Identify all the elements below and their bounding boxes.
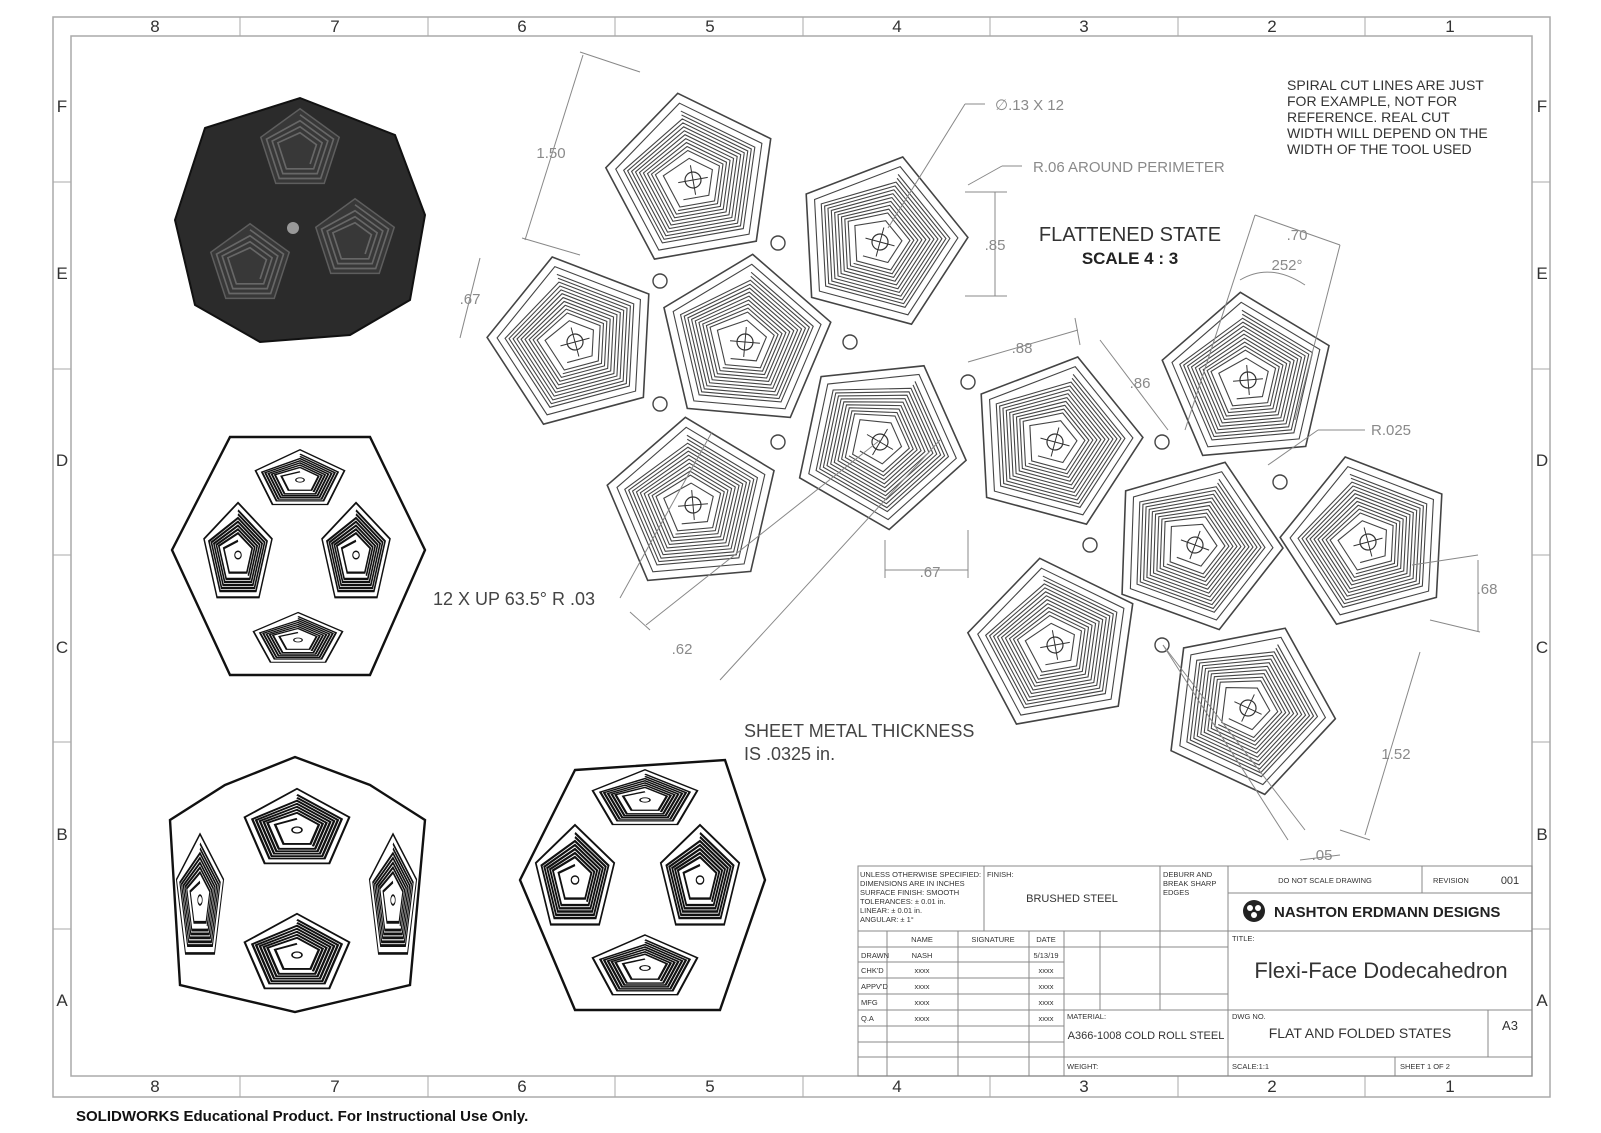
tolerance-line: LINEAR: ± 0.01 in. <box>860 906 923 915</box>
dwg-number: FLAT AND FOLDED STATES <box>1268 1025 1452 1041</box>
dim-0-67-lower: .67 <box>919 564 941 581</box>
role-cell: MFG <box>861 998 878 1007</box>
dim-0-85: .85 <box>984 237 1006 254</box>
zone-row-right: C <box>1535 638 1549 657</box>
thickness-note-line1: SHEET METAL THICKNESS <box>744 721 975 741</box>
dim-1-50: 1.50 <box>536 145 566 162</box>
zone-col-bottom: 5 <box>705 1077 715 1096</box>
zone-row-right: B <box>1536 825 1548 844</box>
date-cell: xxxx <box>1038 966 1054 975</box>
flattened-state-scale: SCALE 4 : 3 <box>1081 249 1179 268</box>
note-line: WIDTH WILL DEPEND ON THE <box>1287 125 1488 141</box>
dim-perimeter-radius: R.06 AROUND PERIMETER <box>1033 159 1225 176</box>
role-cell: APPV'D <box>861 982 888 991</box>
revision-value: 001 <box>1500 875 1520 887</box>
header-name: NAME <box>911 935 933 944</box>
deburr-line: EDGES <box>1163 888 1190 897</box>
date-cell: xxxx <box>1038 998 1054 1007</box>
shaded-dodecahedron-view <box>175 98 425 342</box>
zone-row-left: B <box>56 825 68 844</box>
role-cell: Q.A <box>861 1014 874 1023</box>
company-name: NASHTON ERDMANN DESIGNS <box>1274 904 1501 921</box>
note-line: REFERENCE. REAL CUT <box>1287 109 1450 125</box>
revision-label: REVISION <box>1433 876 1469 885</box>
zone-col-bottom: 7 <box>330 1077 340 1096</box>
front-folded-view <box>172 437 425 675</box>
flattened-pattern <box>471 79 1467 808</box>
thickness-note-line2: IS .0325 in. <box>744 744 836 764</box>
note-line: SPIRAL CUT LINES ARE JUST <box>1287 77 1484 93</box>
sheet-size: A3 <box>1502 1018 1518 1033</box>
flattened-state-title: FLATTENED STATE <box>1038 224 1222 246</box>
zone-col-bottom: 4 <box>892 1077 902 1096</box>
zone-col-top: 7 <box>330 17 340 36</box>
zone-row-right: F <box>1536 97 1548 116</box>
spiral-note <box>1287 77 1488 157</box>
zone-col-top: 5 <box>705 17 715 36</box>
zone-row-left: A <box>56 991 68 1010</box>
material-label: MATERIAL: <box>1067 1012 1107 1021</box>
title-label: TITLE: <box>1232 934 1255 943</box>
dim-0-62: .62 <box>671 641 693 658</box>
bend-callout: 12 X UP 63.5° R .03 <box>433 589 595 609</box>
deburr-line: BREAK SHARP <box>1163 879 1217 888</box>
lower-left-folded-view <box>170 757 425 1012</box>
role-cell: DRAWN <box>861 951 890 960</box>
dim-angle: 252° <box>1271 257 1303 274</box>
name-cell: xxxx <box>914 966 930 975</box>
tolerance-line: SURFACE FINISH: SMOOTH <box>860 888 960 897</box>
dim-hole: ∅.13 X 12 <box>995 97 1064 114</box>
dim-0-05: .05 <box>1311 847 1333 864</box>
date-cell: xxxx <box>1038 982 1054 991</box>
tolerance-line: UNLESS OTHERWISE SPECIFIED: <box>860 870 982 879</box>
zone-row-right: A <box>1536 991 1548 1010</box>
note-line: WIDTH OF THE TOOL USED <box>1287 141 1472 157</box>
watermark-text: SOLIDWORKS Educational Product. For Instructional Use Only. <box>76 1108 529 1125</box>
company-logo-icon <box>1243 900 1265 922</box>
scale-value: SCALE:1:1 <box>1232 1062 1270 1071</box>
zone-row-left: E <box>56 264 68 283</box>
zone-col-top: 1 <box>1445 17 1455 36</box>
zone-row-right: E <box>1536 264 1548 283</box>
role-cell: CHK'D <box>861 966 884 975</box>
lower-right-folded-view <box>520 760 765 1010</box>
note-line: FOR EXAMPLE, NOT FOR <box>1287 93 1458 109</box>
zone-col-top: 4 <box>892 17 902 36</box>
header-signature: SIGNATURE <box>971 935 1015 944</box>
title-block-text <box>860 870 1519 1071</box>
name-cell: xxxx <box>914 982 930 991</box>
dim-0-88: .88 <box>1011 340 1033 357</box>
date-cell: 5/13/19 <box>1033 951 1059 960</box>
zone-col-bottom: 6 <box>517 1077 527 1096</box>
zone-row-left: D <box>55 451 69 470</box>
finish-label: FINISH: <box>987 870 1014 879</box>
dim-r025: R.025 <box>1371 422 1412 439</box>
dim-0-67-left: .67 <box>459 291 481 308</box>
zone-col-top: 8 <box>150 17 160 36</box>
tolerance-line: TOLERANCES: ± 0.01 in. <box>860 897 946 906</box>
sheet-number: SHEET 1 OF 2 <box>1400 1062 1450 1071</box>
name-cell: NASH <box>911 951 933 960</box>
zone-col-top: 3 <box>1079 17 1089 36</box>
dwg-label: DWG NO. <box>1232 1012 1266 1021</box>
name-cell: xxxx <box>914 1014 930 1023</box>
tolerance-line: ANGULAR: ± 1° <box>860 915 914 924</box>
zone-row-right: D <box>1535 451 1549 470</box>
zone-row-left: F <box>56 97 68 116</box>
dim-0-86: .86 <box>1129 375 1151 392</box>
do-not-scale: DO NOT SCALE DRAWING <box>1278 876 1372 885</box>
dim-1-52: 1.52 <box>1381 746 1411 763</box>
weight-label: WEIGHT: <box>1067 1062 1099 1071</box>
zone-col-top: 2 <box>1267 17 1277 36</box>
finish-value: BRUSHED STEEL <box>1026 893 1118 905</box>
zone-col-bottom: 1 <box>1445 1077 1455 1096</box>
date-cell: xxxx <box>1038 1014 1054 1023</box>
zone-col-bottom: 2 <box>1267 1077 1277 1096</box>
zone-col-top: 6 <box>517 17 527 36</box>
dim-0-68: .68 <box>1476 581 1498 598</box>
zone-col-bottom: 8 <box>150 1077 160 1096</box>
material-value: A366-1008 COLD ROLL STEEL <box>1067 1030 1225 1042</box>
zone-col-bottom: 3 <box>1079 1077 1089 1096</box>
deburr-line: DEBURR AND <box>1163 870 1213 879</box>
header-date: DATE <box>1036 935 1056 944</box>
name-cell: xxxx <box>914 998 930 1007</box>
tolerance-line: DIMENSIONS ARE IN INCHES <box>860 879 965 888</box>
dim-0-70: .70 <box>1286 227 1308 244</box>
drawing-title: Flexi-Face Dodecahedron <box>1254 958 1508 983</box>
zone-row-left: C <box>55 638 69 657</box>
